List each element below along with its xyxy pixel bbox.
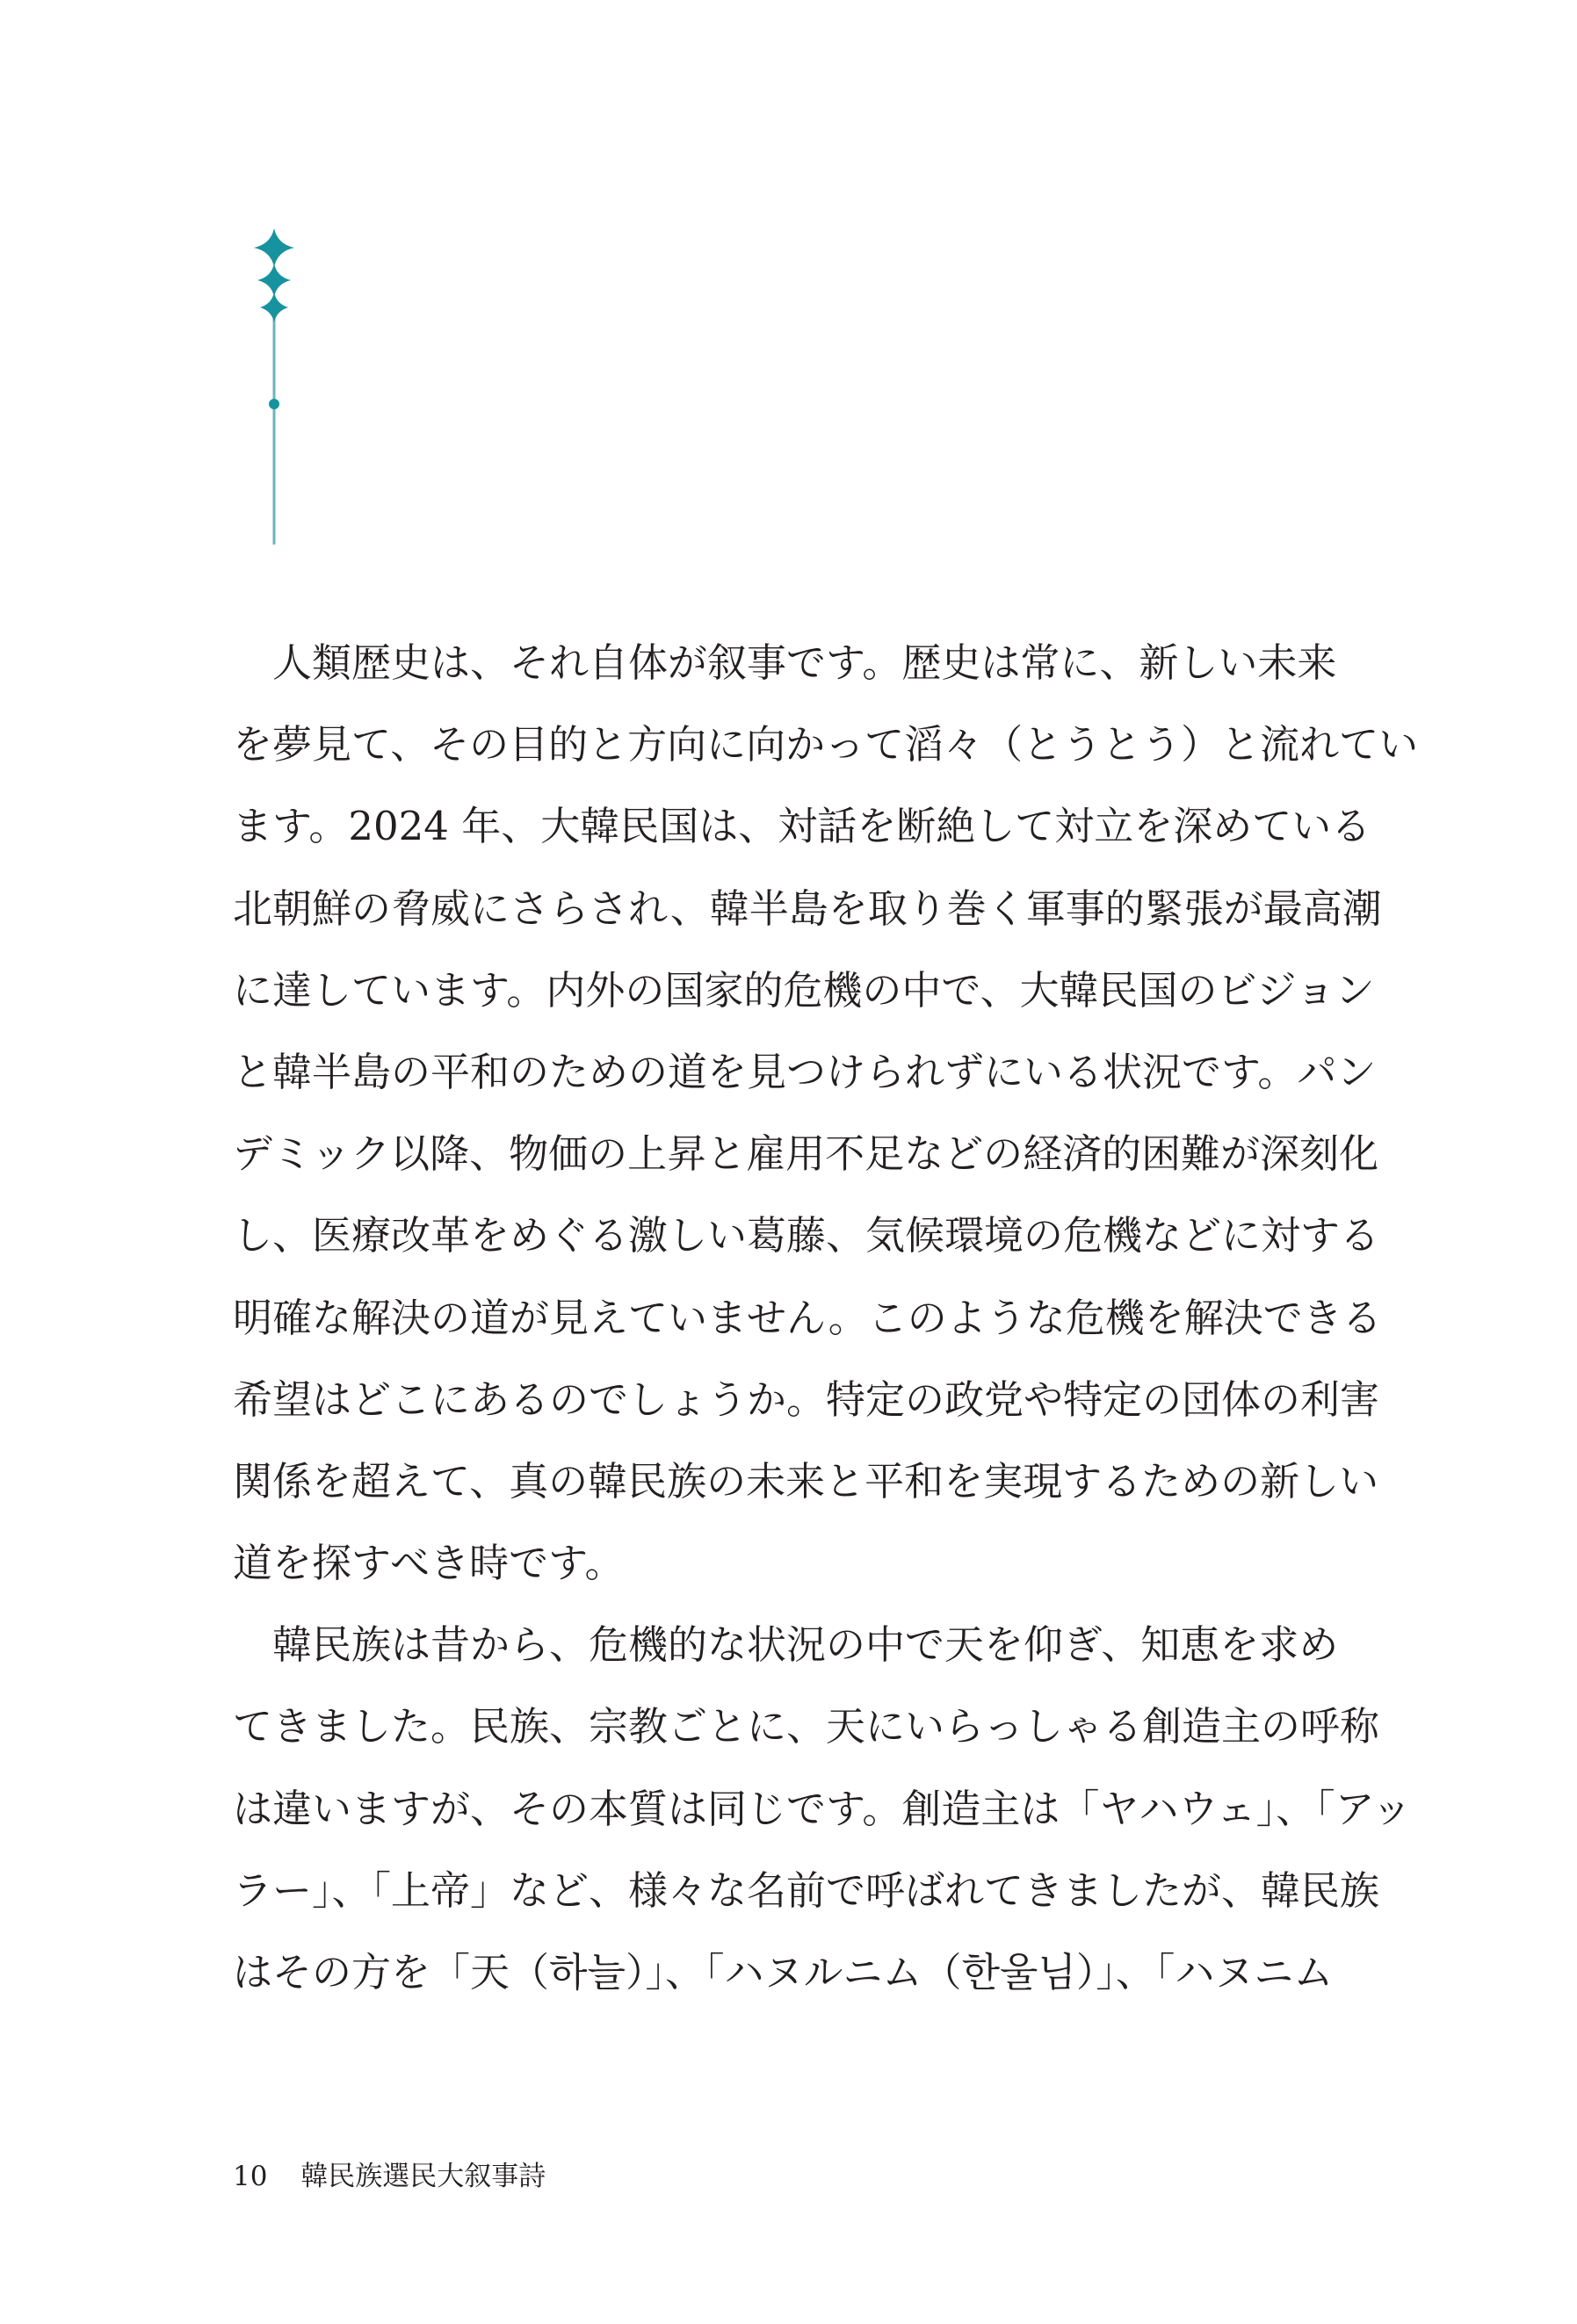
text-line: を夢見て、その目的と方向に向かって滔々（とうとう）と流れてい	[233, 721, 1419, 769]
paragraph-2	[233, 1619, 1412, 2028]
star-icon	[257, 263, 291, 297]
text-line: に達しています。内外の国家的危機の中で、大韓民国のビジョン	[233, 966, 1375, 1014]
book-title: 韓民族選民大叙事詩	[300, 2161, 546, 2192]
text-line: ラー」、「上帝」など、様々な名前で呼ばれてきましたが、韓民族	[233, 1866, 1380, 1914]
ornament-dot	[269, 399, 279, 409]
text-line: と韓半島の平和のための道を見つけられずにいる状況です。パン	[233, 1048, 1377, 1095]
page-footer	[233, 2154, 546, 2193]
body-text	[233, 637, 1419, 2028]
star-icon	[254, 228, 294, 267]
star-icon	[260, 292, 288, 322]
text-line: 人類歴史は、それ自体が叙事です。歴史は常に、新しい未来	[233, 639, 1337, 686]
text-line: 関係を超えて、真の韓民族の未来と平和を実現するための新しい	[233, 1457, 1379, 1505]
text-line: は違いますが、その本質は同じです。創造主は「ヤハウェ」、「アッ	[233, 1785, 1412, 1832]
text-line: 明確な解決の道が見えていません。このような危機を解決できる	[233, 1294, 1382, 1341]
text-line: 韓民族は昔から、危機的な状況の中で天を仰ぎ、知恵を求め	[233, 1621, 1339, 1669]
page-number: 10	[233, 2161, 268, 2192]
paragraph-1	[233, 637, 1419, 1619]
text-line: し、医療改革をめぐる激しい葛藤、気候環境の危機などに対する	[233, 1212, 1380, 1259]
text-line: はその方を「天（하늘）」、「ハヌルニム（한울님）」、「ハヌニム	[233, 1949, 1334, 1996]
text-line: てきました。民族、宗教ごとに、天にいらっしゃる創造主の呼称	[233, 1703, 1380, 1750]
text-line: 道を探すべき時です。	[233, 1540, 625, 1587]
decorative-star-ornament	[0, 0, 1577, 615]
text-line: ます。2024 年、大韓民国は、対話を断絶して対立を深めている	[233, 803, 1371, 850]
text-line: 北朝鮮の脅威にさらされ、韓半島を取り巻く軍事的緊張が最高潮	[233, 884, 1382, 932]
text-line: デミック以降、物価の上昇と雇用不足などの経済的困難が深刻化	[233, 1130, 1379, 1178]
text-line: 希望はどこにあるのでしょうか。特定の政党や特定の団体の利害	[233, 1375, 1380, 1423]
